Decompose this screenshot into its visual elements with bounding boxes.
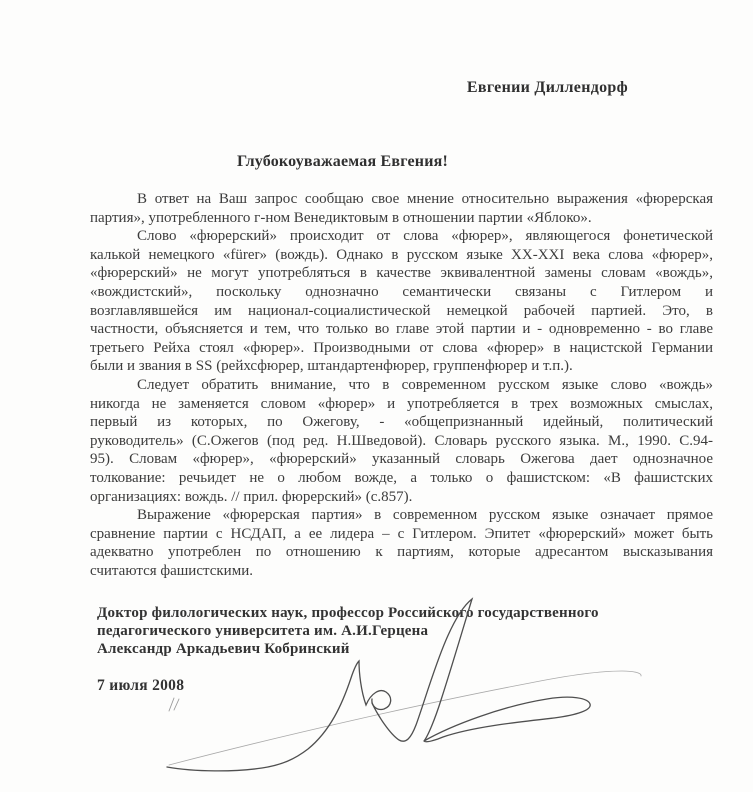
body-line: В ответ на Ваш запрос сообщаю свое мнение относительно выражения «фюрерская (137, 191, 713, 207)
body-line: сравнение партии с НСДАП, а ее лидера – с Гитлером. Эпитет «фюрерский» может быть (90, 525, 713, 542)
body-line: руководитель» (С.Ожегов (под ред. Н.Шведовой). Словарь русского языка. М., 1990. С.94- (90, 432, 713, 449)
body-line: калькой немецкого «fürer» (вождь). Однако в русском языке XX-XXI века слова «фюрер», (90, 246, 713, 263)
body-line: 95). Словам «фюрер», «фюрерский» указанный словарь Ожегова дает однозначное (90, 451, 713, 468)
closing-line-3: Александр Аркадьевич Кобринский (97, 641, 350, 658)
letter-body (90, 190, 713, 580)
body-line: организациях: вождь. // прил. фюрерский» (с.857). (90, 488, 413, 505)
closing-line-1: Доктор филологических наук, профессор Российского государственного (97, 605, 599, 621)
body-line: третьего Рейха стоял «фюрер». Производными от слова «фюрер» в нацистской Германии (90, 339, 713, 356)
body-line: частности, объясняется и тем, что только во главе этой партии и - одновременно - во главе (90, 321, 713, 338)
body-line: толкование: речьидет не о любом вожде, а только о фашистском: «В фашистских (90, 469, 713, 486)
body-line: считаются фашистскими. (90, 562, 253, 579)
body-line: «фюрерский» не могут употребляться в качестве эквивалентной замены словам «вождь», (90, 265, 713, 282)
date-line: 7 июля 2008 (97, 677, 185, 694)
body-line: были и звания в SS (рейхсфюрер, штандартенфюрер, группенфюрер и т.п.). (90, 358, 573, 375)
body-line: Слово «фюрерский» происходит от слова «фюрер», являющегося фонетической (137, 228, 713, 245)
closing-block (97, 604, 599, 659)
body-line: «вождистский», поскольку однозначно семантически связаны с Гитлером и (90, 283, 713, 300)
body-line: первый из которых, по Ожегову, - «общепризнанный идейный, политический (90, 414, 713, 431)
body-line: партия», употребленного г-ном Венедиктовым в отношении партии «Яблоко». (90, 209, 592, 226)
closing-line-2: педагогического университета им. А.И.Герцена (97, 623, 429, 640)
recipient-line: Евгении Диллендорф (466, 79, 628, 96)
salutation-line: Глубокоуважаемая Евгения! (237, 153, 449, 170)
body-line: адекватно употреблен по отношению к партиям, которые адресантом высказывания (90, 544, 713, 561)
body-line: возглавлявшейся им национал-социалистической немецкой рабочей партией. Это, в (90, 302, 713, 319)
body-line: Следует обратить внимание, что в современном русском языке слово «вождь» (137, 376, 713, 393)
body-line: никогда не заменяется словом «фюрер» и употребляется в трех возможных смыслах, (90, 395, 713, 412)
body-line: Выражение «фюрерская партия» в современном русском языке означает прямое (137, 507, 713, 524)
